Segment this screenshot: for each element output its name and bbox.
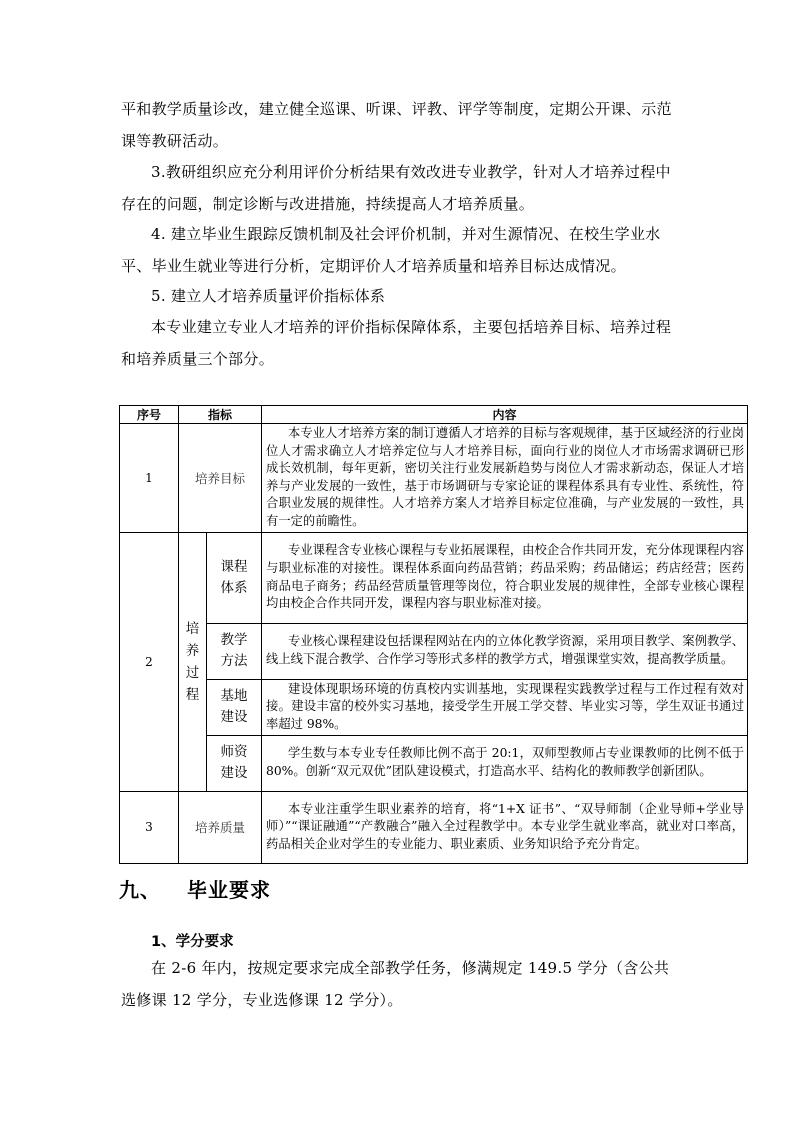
intro-paragraph-1: 平和教学质量诊改，建立健全巡课、听课、评教、评学等制度，定期公开课、示范课等教研活动。 <box>121 100 672 150</box>
evaluation-table <box>119 405 748 864</box>
table-row <box>120 679 748 735</box>
header-number: 序号 <box>120 406 179 424</box>
intro-paragraph-4: 5. 建立人才培养质量评价指标体系 <box>151 287 386 305</box>
sub-content: 学生数与本专业专任教师比例不高于 20:1，双师型教师占专业课教师的比例不低于 80%。创新“双元双优”团队建设模式，打造高水平、结构化的教师教学创新团队。 <box>262 735 748 791</box>
header-indicator: 指标 <box>179 406 262 424</box>
row-number: 3 <box>120 791 179 863</box>
table-row <box>120 424 748 533</box>
intro-paragraph-3: 4. 建立毕业生跟踪反馈机制及社会评价机制，并对生源情况、在校生学业水平、毕业生就业等进行分析，定期评价人才培养质量和培养目标达成情况。 <box>121 225 661 275</box>
sub-indicator: 基地 建设 <box>207 679 262 735</box>
intro-paragraph-2: 3.教研组织应充分利用评价分析结果有效改进专业教学，针对人才培养过程中存在的问题，制定诊断与改进措施，持续提高人才培养质量。 <box>121 163 671 213</box>
row-content: 本专业人才培养方案的制订遵循人才培养的目标与客观规律，基于区域经济的行业岗位人才需求确立人才培养定位与人才培养目标，面向行业的岗位人才市场需求调研已形成长效机制，每年更新，密切关注行业发展新趋势与岗位人才需求新动态，保证人才培养与产业发展的一致性，基于市场调研与专家论证的课程体系具有专业性、系统性，符合职业发展的规律性。人才培养方案人才培养目标定位准确，与产业发展的一致性，具有一定的前瞻性。 <box>262 424 748 533</box>
row-indicator: 培养目标 <box>179 424 262 533</box>
row-number: 1 <box>120 424 179 533</box>
table-row <box>120 532 748 623</box>
chapter-heading <box>119 874 271 903</box>
sub-content: 建设体现职场环境的仿真校内实训基地，实现课程实践教学过程与工作过程有效对接。建设丰富的校外实习基地，接受学生开展工学交替、毕业实习等，学生双证书通过率超过 98%。 <box>262 679 748 735</box>
row-indicator: 培养质量 <box>179 791 262 863</box>
credit-requirement-paragraph: 在 2-6 年内，按规定要求完成全部教学任务，修满规定 149.5 学分（含公共选修课 12 学分，专业选修课 12 学分）。 <box>121 959 670 1009</box>
sub-indicator: 课程 体系 <box>207 532 262 623</box>
table-header-row <box>120 406 748 424</box>
sub-indicator: 师资 建设 <box>207 735 262 791</box>
sub-content: 专业核心课程建设包括课程网站在内的立体化教学资源，采用项目教学、案例教学、线上线下混合教学、合作学习等形式多样的教学方式，增强课堂实效，提高教学质量。 <box>262 623 748 679</box>
chapter-number: 九、 <box>119 878 161 902</box>
row-number: 2 <box>120 532 179 791</box>
row-content: 本专业注重学生职业素养的培育，将“1+X 证书”、“双导师制（企业导师+学业导师）”“课证融通”“产教融合”融入全过程教学中。本专业学生就业率高，就业对口率高，药品相关企业对学生的专业能力、职业素质、业务知识给予充分肯定。 <box>262 791 748 863</box>
table-row <box>120 623 748 679</box>
chapter-title: 毕业要求 <box>187 878 271 902</box>
table-row <box>120 791 748 863</box>
table-row <box>120 735 748 791</box>
row-indicator-vertical: 培 养 过 程 <box>179 532 207 791</box>
section-subheading: 1、学分要求 <box>151 934 234 950</box>
sub-content: 专业课程含专业核心课程与专业拓展课程，由校企合作共同开发，充分体现课程内容与职业标准的对接性。课程体系面向药品营销；药品采购；药品储运；药店经营；医药商品电子商务；药品经营质量管理等岗位，符合职业发展的规律性，全部专业核心课程均由校企合作共同开发，课程内容与职业标准对接。 <box>262 532 748 623</box>
intro-paragraph-5: 本专业建立专业人才培养的评价指标保障体系，主要包括培养目标、培养过程和培养质量三个部分。 <box>121 318 672 368</box>
sub-indicator: 教学 方法 <box>207 623 262 679</box>
header-content: 内容 <box>262 406 748 424</box>
